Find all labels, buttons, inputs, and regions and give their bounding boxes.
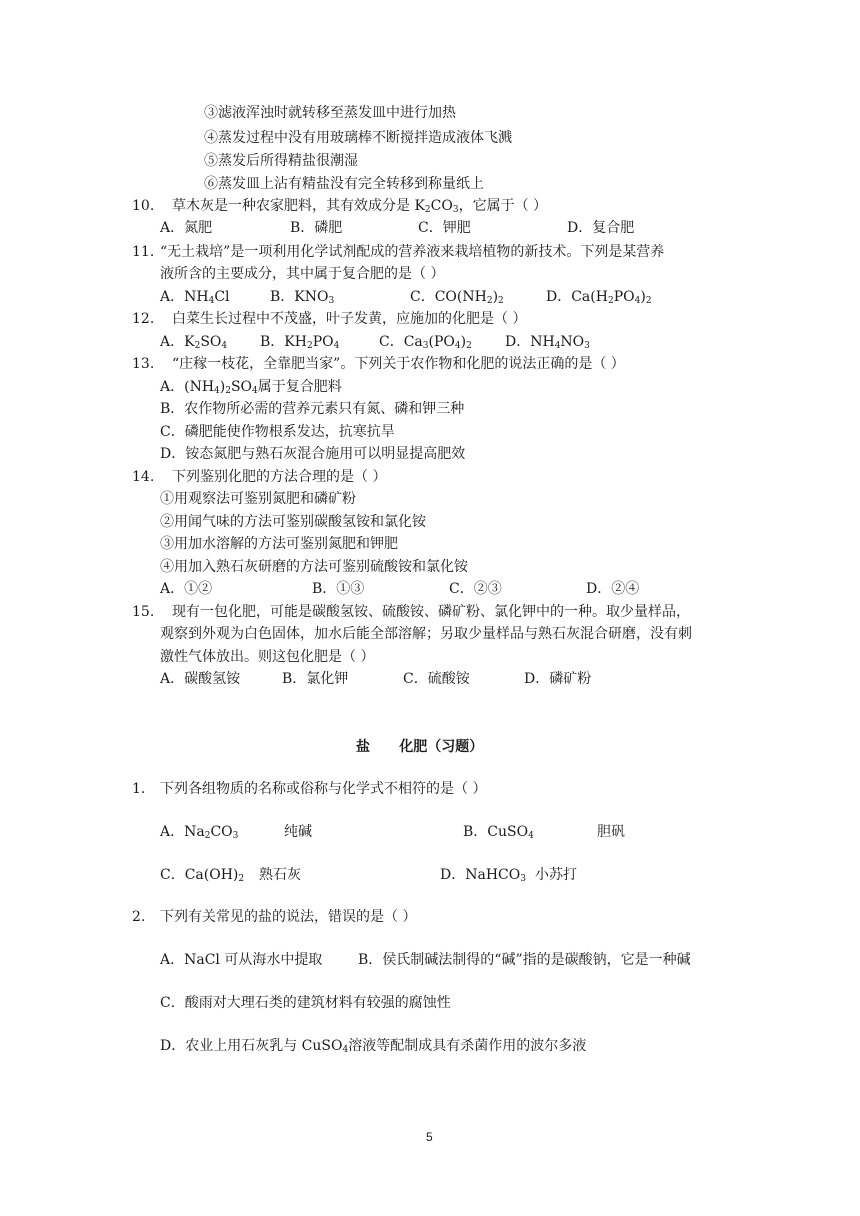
exercise-1-option-d-name: 小苏打 — [535, 867, 577, 883]
q11-number: 11. — [132, 244, 155, 260]
q12-stem: 白菜生长过程中不茂盛，叶子发黄，应施加的化肥是（ ） — [172, 311, 527, 327]
q13-option-d: D．铵态氮肥与熟石灰混合施用可以明显提高肥效 — [160, 446, 466, 462]
exercise-1-option-c-name: 熟石灰 — [259, 867, 301, 883]
q13-option-b: B．农作物所必需的营养元素只有氮、磷和钾三种 — [160, 401, 465, 417]
q12-option-b: B．$KH_2PO_4$ — [260, 334, 340, 351]
q11-option-c: C．$CO(NH_2)_2$ — [410, 289, 504, 306]
q11-stem-line1: “无土栽培”是一项利用化学试剂配成的营养液来栽培植物的新技术。下列是某营养 — [160, 244, 665, 260]
exercise-1-option-c: C．$Ca(OH)_2$ — [160, 867, 245, 884]
q11-option-a: A．$NH_4Cl$ — [160, 289, 230, 306]
q14-option-a: A．①② — [160, 581, 213, 597]
q11-stem-line2: 液所含的主要成分，其中属于复合肥的是（ ） — [160, 266, 445, 282]
q12-option-a: A．$K_2SO_4$ — [160, 334, 228, 351]
q15-option-b: B．氯化钾 — [282, 671, 349, 687]
q15-stem-line2: 观察到外观为白色固体，加水后能全部溶解；另取少量样品与熟石灰混合研磨，没有刺 — [160, 626, 692, 642]
exercise-2-option-d: D．农业上用石灰乳与 CuSO$_4$溶液等配制成具有杀菌作用的波尔多液 — [160, 1038, 587, 1055]
q10-option-a: A．氮肥 — [160, 220, 213, 236]
exercise-1-option-a: A．$Na_2CO_3$ — [160, 824, 239, 841]
q14-option-c: C．②③ — [449, 581, 502, 597]
exercise-1-option-a-name: 纯碱 — [284, 824, 312, 840]
q12-option-c: C．$Ca_3(PO_4)_2$ — [379, 334, 472, 351]
q14-item-3: ③用加水溶解的方法可鉴别氮肥和钾肥 — [160, 536, 398, 552]
page-number: 5 — [426, 1130, 433, 1144]
q13-option-c: C．磷肥能使作物根系发达，抗寒抗旱 — [160, 424, 395, 440]
q10-number: 10. — [132, 198, 155, 214]
q9-item-3: ③滤液浑浊时就转移至蒸发皿中进行加热 — [204, 105, 456, 121]
q12-option-d: D．$NH_4NO_3$ — [505, 334, 590, 351]
q14-option-b: B．①③ — [312, 581, 365, 597]
q15-stem-line3: 激性气体放出。则这包化肥是（ ） — [160, 649, 375, 665]
exercise-1-stem: 下列各组物质的名称或俗称与化学式不相符的是（ ） — [160, 781, 487, 797]
exercise-2-stem: 下列有关常见的盐的说法，错误的是（ ） — [160, 909, 417, 925]
exercise-2-option-a: A．NaCl 可从海水中提取 — [160, 952, 323, 968]
exercise-1-option-d: D．NaHCO$_3$ — [440, 867, 526, 884]
q14-option-d: D．②④ — [586, 581, 640, 597]
q14-item-4: ④用加入熟石灰研磨的方法可鉴别硫酸铵和氯化铵 — [160, 559, 468, 575]
exercise-1-option-b: B．CuSO$_4$ — [463, 824, 534, 841]
q12-number: 12. — [132, 311, 155, 327]
q15-number: 15. — [132, 604, 155, 620]
q10-option-b: B．磷肥 — [290, 220, 343, 236]
exercise-1-number: 1. — [132, 781, 146, 797]
q11-option-b: B．$KNO_3$ — [270, 289, 335, 306]
q14-item-2: ②用闻气味的方法可鉴别碳酸氢铵和氯化铵 — [160, 514, 426, 530]
q9-item-4: ④蒸发过程中没有用玻璃棒不断搅拌造成液体飞溅 — [204, 130, 512, 146]
q13-option-a: A．$(NH_4)_2SO_4$属于复合肥料 — [160, 379, 342, 396]
q10-option-c: C．钾肥 — [418, 220, 471, 236]
q10-stem: 草木灰是一种农家肥料，其有效成分是 $K_2CO_3$，它属于（ ） — [172, 198, 548, 215]
section-title: 盐 化肥（习题） — [356, 739, 484, 755]
exercise-2-option-b: B．侯氏制碱法制得的“碱”指的是碳酸钠，它是一种碱 — [358, 952, 691, 968]
q9-item-6: ⑥蒸发皿上沾有精盐没有完全转移到称量纸上 — [204, 176, 484, 192]
q15-stem-line1: 现有一包化肥，可能是碳酸氢铵、硫酸铵、磷矿粉、氯化钾中的一种。取少量样品， — [172, 604, 690, 620]
q9-item-5: ⑤蒸发后所得精盐很潮湿 — [204, 153, 358, 169]
q13-number: 13. — [132, 356, 155, 372]
exercise-2-option-c: C．酸雨对大理石类的建筑材料有较强的腐蚀性 — [160, 995, 451, 1011]
q14-item-1: ①用观察法可鉴别氮肥和磷矿粉 — [160, 491, 356, 507]
q15-option-c: C．硫酸铵 — [403, 671, 470, 687]
q10-option-d: D．复合肥 — [567, 220, 635, 236]
q11-option-d: D．$Ca(H_2PO_4)_2$ — [546, 289, 652, 306]
q15-option-a: A．碳酸氢铵 — [160, 671, 241, 687]
exercise-1-option-b-name: 胆矾 — [597, 824, 625, 840]
q13-stem: “庄稼一枝花，全靠肥当家”。下列关于农作物和化肥的说法正确的是（ ） — [172, 356, 625, 372]
q15-option-d: D．磷矿粉 — [524, 671, 592, 687]
q14-number: 14. — [132, 469, 155, 485]
exercise-2-number: 2. — [132, 909, 146, 925]
q14-stem: 下列鉴别化肥的方法合理的是（ ） — [172, 469, 387, 485]
